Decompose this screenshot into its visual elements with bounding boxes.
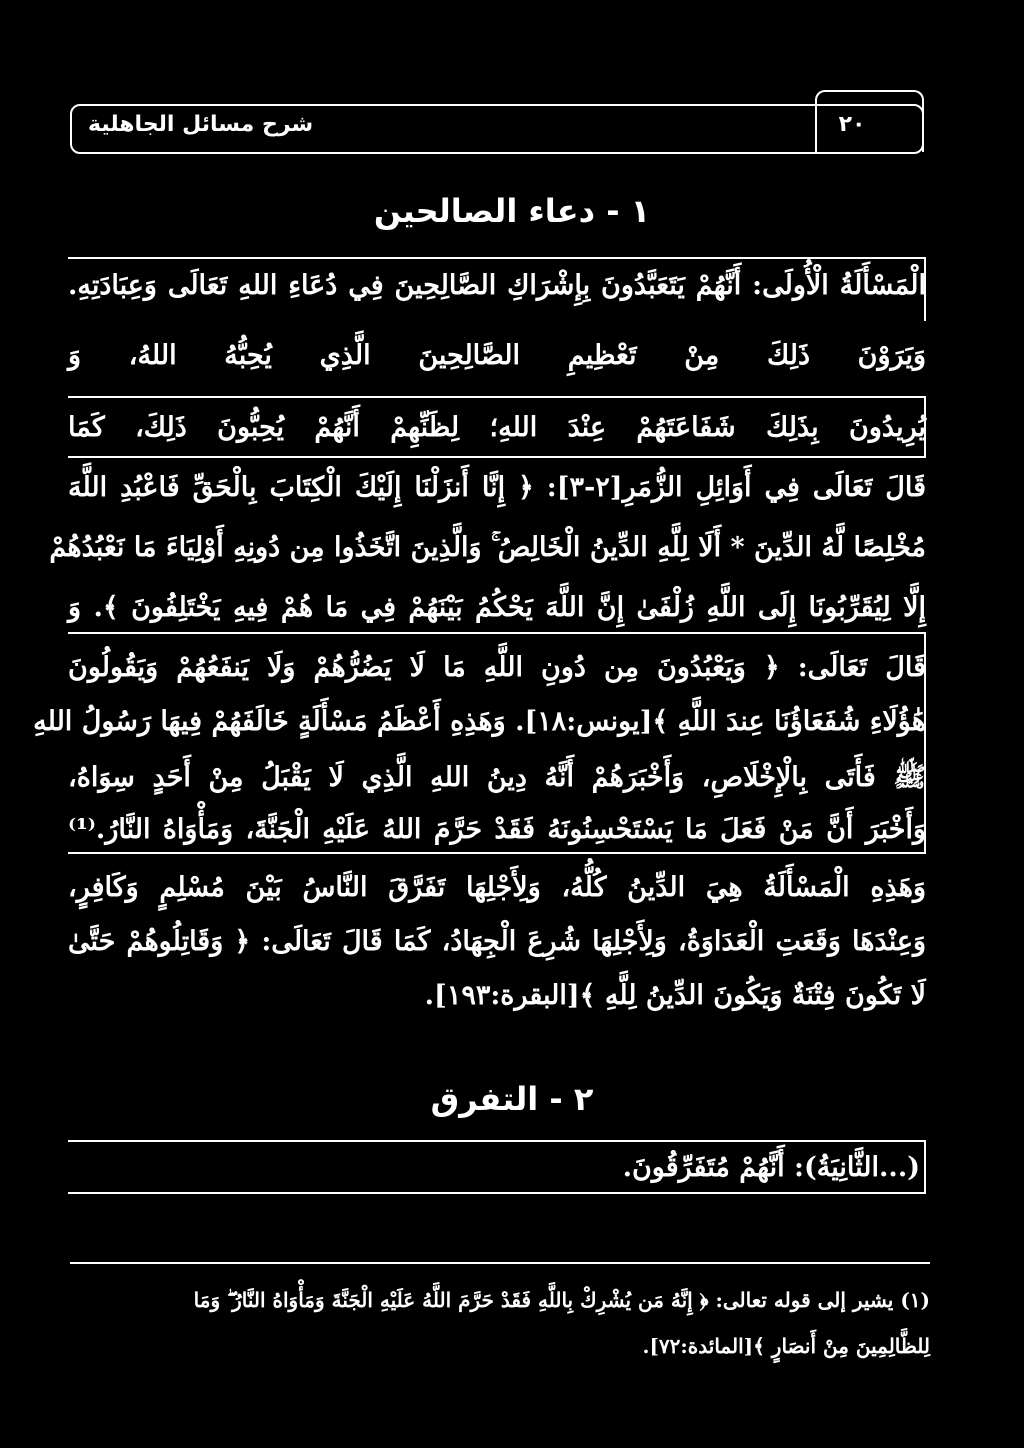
body-line: وَعِنْدَهَا وَقَعَتِ الْعَدَاوَةُ، وَلِأَجْلِهَا شُرِعَ الْجِهَادُ، كَمَا قَالَ تَعَالَى: ﴿ وَقَاتِلُوهُمْ حَتَّىٰ [68, 926, 926, 957]
body-line: (...الثَّانِيَةُ): أَنَّهُمْ مُتَفَرِّقُونَ. [622, 1152, 920, 1183]
body-line: ﷺ فَأَتَى بِالْإِخْلَاصِ، وَأَخْبَرَهُمْ أَنَّهُ دِينُ اللهِ الَّذِي لَا يَقْبَلُ مِنْ أَحَدٍ سِوَاهُ، [68, 762, 926, 793]
body-line: قَالَ تَعَالَى: ﴿ وَيَعْبُدُونَ مِن دُونِ اللَّهِ مَا لَا يَضُرُّهُمْ وَلَا يَنفَعُهُمْ وَيَقُولُونَ [68, 652, 926, 683]
running-header-title: شرح مسائل الجاهلية [88, 112, 314, 137]
section-2-title: ٢ - التفرق [430, 1080, 594, 1118]
footnote-line: (١) يشير إلى قوله تعالى: ﴿ إِنَّهُ مَن يُشْرِكْ بِاللَّهِ فَقَدْ حَرَّمَ اللَّهُ عَلَيْهِ الْجَنَّةَ وَمَأْوَاهُ النَّارُ ۖ وَمَا [193, 1288, 930, 1312]
body-line: مُخْلِصًا لَّهُ الدِّينَ * أَلَا لِلَّهِ الدِّينُ الْخَالِصُ ۚ وَالَّذِينَ اتَّخَذُوا مِن دُونِهِ أَوْلِيَاءَ مَا نَعْبُدُهُمْ [49, 532, 926, 563]
section-1-title: ١ - دعاء الصالحين [373, 192, 651, 230]
body-line: وَيَرَوْنَ ذَلِكَ مِنْ تَعْظِيمِ الصَّالِحِينَ الَّذِي يُحِبُّهُ اللهُ، وَ [68, 340, 926, 371]
body-line: وَهَذِهِ الْمَسْأَلَةُ هِيَ الدِّينُ كُلُّهُ، وَلِأَجْلِهَا تَفَرَّقَ النَّاسُ بَيْنَ مُسْلِمٍ وَكَافِرٍ، [68, 872, 926, 903]
body-line: وَأَخْبَرَ أَنَّ مَنْ فَعَلَ مَا يَسْتَحْسِنُونَهُ فَقَدْ حَرَّمَ اللهُ عَلَيْهِ الْجَنَّةَ، وَمَأْوَاهُ النَّارُ.⁽¹⁾ [68, 814, 926, 845]
page-number: ٢٠ [838, 112, 866, 137]
body-line: لَا تَكُونَ فِتْنَةٌ وَيَكُونَ الدِّينُ لِلَّهِ ﴾[البقرة:١٩٣]. [424, 980, 926, 1011]
body-line: قَالَ تَعَالَى فِي أَوَائِلِ الزُّمَرِ[٢-٣]: ﴿ إِنَّا أَنزَلْنَا إِلَيْكَ الْكِتَابَ بِالْحَقِّ فَاعْبُدِ اللَّهَ [68, 472, 926, 503]
body-line: يُرِيدُونَ بِذَلِكَ شَفَاعَتَهُمْ عِنْدَ اللهِ؛ لِظَنِّهِمْ أَنَّهُمْ يُحِبُّونَ ذَلِكَ، كَمَا [68, 412, 926, 443]
footnote-separator [70, 1262, 930, 1264]
body-line: إِلَّا لِيُقَرِّبُونَا إِلَى اللَّهِ زُلْفَىٰ إِنَّ اللَّهَ يَحْكُمُ بَيْنَهُمْ فِي مَا هُمْ فِيهِ يَخْتَلِفُونَ ﴾. وَ [68, 592, 926, 623]
footnote-line: لِلظَّالِمِينَ مِنْ أَنصَارٍ ﴾[المائدة:٧٢]. [642, 1334, 930, 1358]
body-line: هَٰؤُلَاءِ شُفَعَاؤُنَا عِندَ اللَّهِ ﴾[يونس:١٨]. وَهَذِهِ أَعْظَمُ مَسْأَلَةٍ خَالَفَهُمْ فِيهَا رَسُولُ اللهِ [33, 706, 926, 737]
body-line: الْمَسْأَلَةُ الْأُولَى: أَنَّهُمْ يَتَعَبَّدُونَ بِإِشْرَاكِ الصَّالِحِينَ فِي دُعَاءِ اللهِ تَعَالَى وَعِبَادَتِهِ. [68, 270, 926, 301]
